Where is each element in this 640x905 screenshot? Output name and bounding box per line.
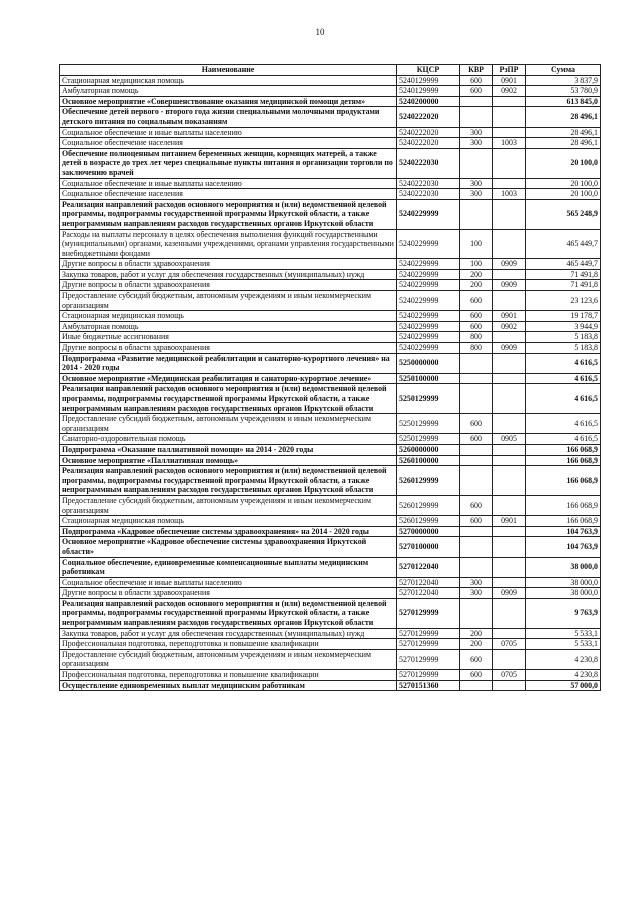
row-sum-cell: 104 763,9 [526,537,601,557]
row-name-cell: Реализация направлений расходов основного мероприятия и (или) ведомственной целевой программы, подпрограммы государственной программы Иркутской области, а также непрограммным направлениям расходов государственных органов Иркутской области [60,199,397,229]
table-row [60,96,601,107]
row-code-cell: 5240229999 [397,291,460,311]
row-code-cell: 5270129999 [397,649,460,669]
row-code-cell: 5250129999 [397,384,460,414]
row-code-cell: 5270129999 [397,639,460,650]
table-row [60,199,601,229]
row-kvr-cell: 600 [460,495,493,515]
row-kvr-cell: 300 [460,588,493,599]
row-rzpr-cell [493,495,526,515]
row-sum-cell: 19 178,7 [526,311,601,322]
row-name-cell: Другие вопросы в области здравоохранения [60,280,397,291]
row-code-cell: 5240229999 [397,343,460,354]
row-code-cell: 5270122040 [397,588,460,599]
table-row [60,495,601,515]
row-kvr-cell [460,107,493,127]
row-kvr-cell [460,598,493,628]
row-code-cell: 5240229999 [397,321,460,332]
row-sum-cell: 20 100,0 [526,148,601,178]
row-rzpr-cell [493,332,526,343]
row-code-cell: 5250000000 [397,353,460,373]
row-code-cell: 5270122040 [397,557,460,577]
table-row [60,280,601,291]
row-rzpr-cell [493,557,526,577]
row-rzpr-cell: 0705 [493,639,526,650]
table-row [60,670,601,681]
row-rzpr-cell: 0705 [493,670,526,681]
row-code-cell: 5270129999 [397,598,460,628]
row-sum-cell: 4 616,5 [526,414,601,434]
row-rzpr-cell [493,96,526,107]
row-sum-cell: 38 000,0 [526,588,601,599]
row-name-cell: Основное мероприятие «Паллиативная помощь» [60,455,397,466]
row-name-cell: Обеспечение детей первого - второго года жизни специальными молочными продуктами детского питания по социальным показаниям [60,107,397,127]
row-kvr-cell: 600 [460,291,493,311]
row-kvr-cell [460,466,493,496]
row-name-cell: Реализация направлений расходов основного мероприятия и (или) ведомственной целевой программы, подпрограммы государственной программы Иркутской области, а также непрограммным направлениям расходов государственных органов Иркутской области [60,384,397,414]
row-kvr-cell: 600 [460,86,493,97]
row-name-cell: Другие вопросы в области здравоохранения [60,588,397,599]
row-rzpr-cell: 0909 [493,343,526,354]
row-rzpr-cell [493,537,526,557]
row-name-cell: Социальное обеспечение и иные выплаты населению [60,577,397,588]
row-code-cell: 5240222030 [397,178,460,189]
row-rzpr-cell [493,455,526,466]
row-sum-cell: 23 123,6 [526,291,601,311]
row-rzpr-cell [493,178,526,189]
row-sum-cell: 4 616,5 [526,373,601,384]
table-row [60,178,601,189]
table-row [60,127,601,138]
row-rzpr-cell [493,649,526,669]
row-rzpr-cell [493,598,526,628]
row-kvr-cell [460,199,493,229]
row-kvr-cell [460,444,493,455]
table-row [60,353,601,373]
row-rzpr-cell [493,577,526,588]
row-name-cell: Предоставление субсидий бюджетным, автономным учреждениям и иным некоммерческим организациям [60,414,397,434]
table-row [60,75,601,86]
row-sum-cell: 465 449,7 [526,259,601,270]
table-row [60,229,601,259]
row-name-cell: Основное мероприятие «Кадровое обеспечение системы здравоохранения Иркутской области» [60,537,397,557]
row-sum-cell: 38 000,0 [526,557,601,577]
table-row [60,148,601,178]
row-sum-cell: 20 100,0 [526,178,601,189]
row-kvr-cell [460,373,493,384]
table-row [60,598,601,628]
row-kvr-cell: 600 [460,516,493,527]
row-rzpr-cell: 0902 [493,321,526,332]
row-rzpr-cell [493,466,526,496]
table-row [60,373,601,384]
table-row [60,434,601,445]
row-code-cell: 5240229999 [397,259,460,270]
row-rzpr-cell: 0909 [493,259,526,270]
table-row [60,189,601,200]
row-code-cell: 5250129999 [397,414,460,434]
row-sum-cell: 166 068,9 [526,466,601,496]
row-code-cell: 5240222030 [397,148,460,178]
row-sum-cell: 28 496,1 [526,107,601,127]
row-kvr-cell: 600 [460,75,493,86]
row-kvr-cell: 300 [460,178,493,189]
row-code-cell: 5240222030 [397,189,460,200]
row-code-cell: 5250129999 [397,434,460,445]
row-rzpr-cell: 0902 [493,86,526,97]
row-kvr-cell: 300 [460,127,493,138]
row-kvr-cell [460,537,493,557]
row-rzpr-cell: 1003 [493,189,526,200]
row-name-cell: Основное мероприятие «Медицинская реабилитация и санаторно-курортное лечение» [60,373,397,384]
row-rzpr-cell [493,269,526,280]
table-row [60,526,601,537]
row-rzpr-cell [493,199,526,229]
row-name-cell: Основное мероприятие «Совершенствование оказания медицинской помощи детям» [60,96,397,107]
row-kvr-cell: 300 [460,577,493,588]
row-sum-cell: 53 780,9 [526,86,601,97]
row-sum-cell: 4 616,5 [526,353,601,373]
budget-table [59,64,601,691]
row-kvr-cell: 800 [460,343,493,354]
row-kvr-cell: 600 [460,670,493,681]
row-code-cell: 5270122040 [397,577,460,588]
row-rzpr-cell: 0901 [493,75,526,86]
row-sum-cell: 565 248,9 [526,199,601,229]
row-name-cell: Социальное обеспечение, единовременные компенсационные выплаты медицинским работникам [60,557,397,577]
row-sum-cell: 166 068,9 [526,455,601,466]
row-kvr-cell [460,680,493,691]
row-rzpr-cell [493,229,526,259]
row-kvr-cell: 600 [460,434,493,445]
row-sum-cell: 4 616,5 [526,384,601,414]
row-rzpr-cell: 0901 [493,516,526,527]
row-code-cell: 5240200000 [397,96,460,107]
row-code-cell: 5270129999 [397,628,460,639]
row-name-cell: Стационарная медицинская помощь [60,516,397,527]
row-rzpr-cell: 0909 [493,588,526,599]
row-sum-cell: 28 496,1 [526,138,601,149]
row-code-cell: 5240129999 [397,75,460,86]
row-sum-cell: 5 183,8 [526,332,601,343]
table-row [60,639,601,650]
header-name: Наименование [60,65,397,76]
row-code-cell: 5240222020 [397,127,460,138]
row-name-cell: Предоставление субсидий бюджетным, автономным учреждениям и иным некоммерческим организациям [60,291,397,311]
table-row [60,259,601,270]
row-sum-cell: 57 000,0 [526,680,601,691]
table-row [60,384,601,414]
row-sum-cell: 38 000,0 [526,577,601,588]
table-header-row [60,65,601,76]
row-kvr-cell: 300 [460,189,493,200]
row-code-cell: 5240229999 [397,269,460,280]
row-kvr-cell [460,384,493,414]
row-sum-cell: 166 068,9 [526,495,601,515]
table-row [60,649,601,669]
row-code-cell: 5240229999 [397,229,460,259]
row-sum-cell: 9 763,9 [526,598,601,628]
row-rzpr-cell [493,680,526,691]
row-sum-cell: 28 496,1 [526,127,601,138]
row-name-cell: Расходы на выплаты персоналу в целях обеспечения выполнения функций государственными (муниципальными) органами, казенными учреждениями, органами управления государственными внебюджетными фондами [60,229,397,259]
table-row [60,138,601,149]
row-code-cell: 5260100000 [397,455,460,466]
row-rzpr-cell [493,526,526,537]
table-row [60,414,601,434]
table-row [60,444,601,455]
row-name-cell: Подпрограмма «Развитие медицинской реабилитации и санаторно-курортного лечения» на 2014 - 2020 годы [60,353,397,373]
table-row [60,557,601,577]
row-name-cell: Реализация направлений расходов основного мероприятия и (или) ведомственной целевой программы, подпрограммы государственной программы Иркутской области, а также непрограммным направлениям расходов государственных органов Иркутской области [60,598,397,628]
row-kvr-cell [460,526,493,537]
row-name-cell: Закупка товаров, работ и услуг для обеспечения государственных (муниципальных) нужд [60,269,397,280]
row-rzpr-cell [493,148,526,178]
row-name-cell: Предоставление субсидий бюджетным, автономным учреждениям и иным некоммерческим организациям [60,649,397,669]
row-code-cell: 5250100000 [397,373,460,384]
row-name-cell: Подпрограмма «Оказание паллиативной помощи» на 2014 - 2020 годы [60,444,397,455]
row-name-cell: Социальное обеспечение населения [60,189,397,200]
row-name-cell: Социальное обеспечение и иные выплаты населению [60,127,397,138]
row-rzpr-cell [493,127,526,138]
row-code-cell: 5270151360 [397,680,460,691]
row-name-cell: Иные бюджетные ассигнования [60,332,397,343]
row-code-cell: 5240229999 [397,199,460,229]
row-kvr-cell: 300 [460,138,493,149]
row-name-cell: Осуществление единовременных выплат медицинским работникам [60,680,397,691]
row-name-cell: Реализация направлений расходов основного мероприятия и (или) ведомственной целевой программы, подпрограммы государственной программы Иркутской области, а также непрограммным направлениям расходов государственных органов Иркутской области [60,466,397,496]
row-sum-cell: 166 068,9 [526,516,601,527]
header-rzpr: РзПР [493,65,526,76]
row-kvr-cell: 800 [460,332,493,343]
row-name-cell: Амбулаторная помощь [60,86,397,97]
row-code-cell: 5260129999 [397,466,460,496]
row-code-cell: 5240222020 [397,107,460,127]
row-name-cell: Подпрограмма «Кадровое обеспечение системы здравоохранения» на 2014 - 2020 годы [60,526,397,537]
table-body [60,75,601,691]
row-sum-cell: 20 100,0 [526,189,601,200]
row-sum-cell: 166 068,9 [526,444,601,455]
table-row [60,628,601,639]
row-kvr-cell: 200 [460,280,493,291]
row-name-cell: Другие вопросы в области здравоохранения [60,259,397,270]
table-row [60,343,601,354]
header-code: КЦСР [397,65,460,76]
table-row [60,269,601,280]
row-name-cell: Другие вопросы в области здравоохранения [60,343,397,354]
row-rzpr-cell [493,384,526,414]
row-sum-cell: 4 616,5 [526,434,601,445]
row-code-cell: 5240222020 [397,138,460,149]
row-name-cell: Закупка товаров, работ и услуг для обеспечения государственных (муниципальных) нужд [60,628,397,639]
row-rzpr-cell [493,353,526,373]
row-rzpr-cell: 0909 [493,280,526,291]
table-row [60,516,601,527]
table-row [60,107,601,127]
row-name-cell: Профессиональная подготовка, переподготовка и повышение квалификации [60,670,397,681]
table-row [60,680,601,691]
table-row [60,588,601,599]
row-sum-cell: 465 449,7 [526,229,601,259]
row-code-cell: 5260129999 [397,495,460,515]
row-rzpr-cell [493,373,526,384]
row-rzpr-cell [493,444,526,455]
row-name-cell: Обеспечение полноценным питанием беременных женщин, кормящих матерей, а также детей в возрасте до трех лет через специальные пункты питания и организации торговли по заключению врачей [60,148,397,178]
page-number: 10 [315,27,325,37]
row-code-cell: 5240229999 [397,280,460,291]
row-rzpr-cell [493,291,526,311]
row-kvr-cell [460,455,493,466]
row-kvr-cell [460,96,493,107]
row-kvr-cell: 100 [460,259,493,270]
row-sum-cell: 5 533,1 [526,628,601,639]
row-sum-cell: 71 491,8 [526,269,601,280]
table-row [60,537,601,557]
row-kvr-cell [460,353,493,373]
row-name-cell: Стационарная медицинская помощь [60,75,397,86]
row-rzpr-cell [493,628,526,639]
row-sum-cell: 104 763,9 [526,526,601,537]
row-kvr-cell [460,148,493,178]
row-sum-cell: 5 183,8 [526,343,601,354]
row-sum-cell: 613 845,0 [526,96,601,107]
header-sum: Сумма [526,65,601,76]
row-code-cell: 5240129999 [397,86,460,97]
row-kvr-cell: 200 [460,269,493,280]
table-row [60,321,601,332]
row-rzpr-cell: 1003 [493,138,526,149]
row-kvr-cell: 200 [460,639,493,650]
row-kvr-cell: 600 [460,311,493,322]
row-sum-cell: 71 491,8 [526,280,601,291]
row-code-cell: 5270000000 [397,526,460,537]
row-code-cell: 5260129999 [397,516,460,527]
row-kvr-cell: 200 [460,628,493,639]
row-rzpr-cell [493,414,526,434]
table-row [60,291,601,311]
row-name-cell: Стационарная медицинская помощь [60,311,397,322]
row-sum-cell: 3 944,9 [526,321,601,332]
header-kvr: КВР [460,65,493,76]
row-name-cell: Социальное обеспечение населения [60,138,397,149]
row-name-cell: Предоставление субсидий бюджетным, автономным учреждениям и иным некоммерческим организациям [60,495,397,515]
row-rzpr-cell: 0901 [493,311,526,322]
table-row [60,332,601,343]
row-name-cell: Социальное обеспечение и иные выплаты населению [60,178,397,189]
row-name-cell: Профессиональная подготовка, переподготовка и повышение квалификации [60,639,397,650]
row-sum-cell: 4 230,8 [526,670,601,681]
row-code-cell: 5260000000 [397,444,460,455]
table-row [60,455,601,466]
row-kvr-cell [460,557,493,577]
row-rzpr-cell: 0905 [493,434,526,445]
row-kvr-cell: 600 [460,414,493,434]
row-sum-cell: 4 230,8 [526,649,601,669]
row-name-cell: Амбулаторная помощь [60,321,397,332]
table-row [60,466,601,496]
row-code-cell: 5270100000 [397,537,460,557]
row-kvr-cell: 100 [460,229,493,259]
row-code-cell: 5240229999 [397,311,460,322]
row-sum-cell: 3 837,9 [526,75,601,86]
row-kvr-cell: 600 [460,649,493,669]
row-code-cell: 5240229999 [397,332,460,343]
row-code-cell: 5270129999 [397,670,460,681]
table-row [60,577,601,588]
row-rzpr-cell [493,107,526,127]
table-row [60,311,601,322]
table-row [60,86,601,97]
row-name-cell: Санаторно-оздоровительная помощь [60,434,397,445]
row-sum-cell: 5 533,1 [526,639,601,650]
row-kvr-cell: 600 [460,321,493,332]
